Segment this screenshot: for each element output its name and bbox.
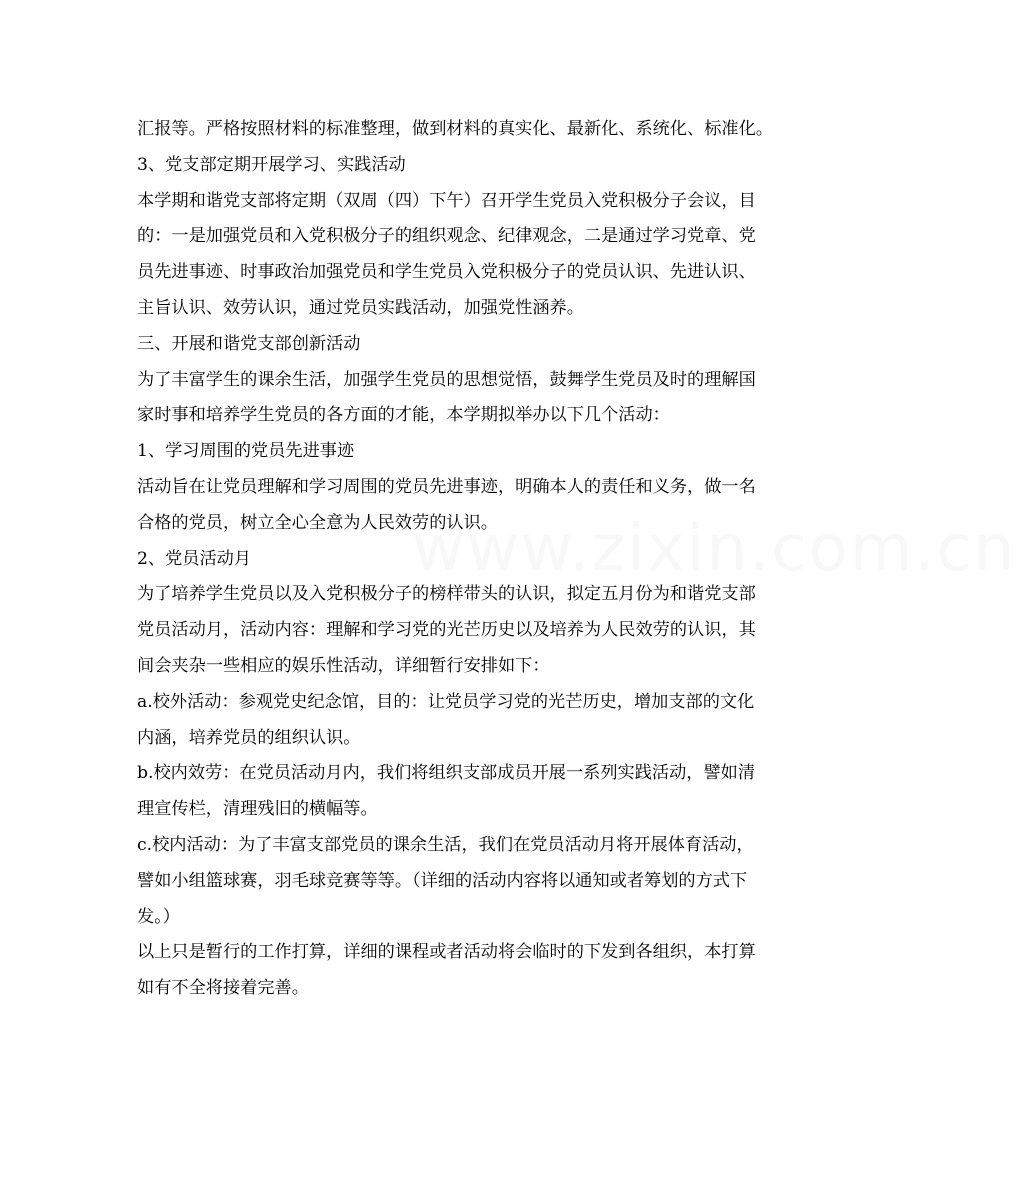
text-line: 内涵，培养党员的组织认识。: [137, 727, 361, 748]
text-line: 譬如小组篮球赛，羽毛球竞赛等等。（详细的活动内容将以通知或者筹划的方式下: [137, 870, 748, 891]
section-heading: 2、党员活动月: [137, 548, 252, 569]
text-line: 间会夹杂一些相应的娱乐性活动，详细暂行安排如下：: [137, 655, 550, 676]
section-heading: 3、党支部定期开展学习、实践活动: [137, 154, 406, 175]
text-line: 的：一是加强党员和入党积极分子的组织观念、纪律观念，二是通过学习党章、党: [137, 226, 756, 247]
text-line: 活动旨在让党员理解和学习周围的党员先进事迹，明确本人的责任和义务，做一名: [137, 476, 756, 497]
text-line: 家时事和培养学生党员的各方面的才能，本学期拟举办以下几个活动：: [137, 405, 670, 426]
text-line: 主旨认识、效劳认识，通过党员实践活动，加强党性涵养。: [137, 297, 584, 318]
text-line: 以上只是暂行的工作打算，详细的课程或者活动将会临时的下发到各组织，本打算: [137, 942, 756, 963]
list-item: a.校外活动：参观党史纪念馆，目的：让党员学习党的光芒历史，增加支部的文化: [137, 691, 755, 712]
text-line: 理宣传栏，清理残旧的横幅等。: [137, 799, 378, 820]
text-line: 党员活动月，活动内容：理解和学习党的光芒历史以及培养为人民效劳的认识，其: [137, 620, 756, 641]
text-line: 汇报等。严格按照材料的标准整理，做到材料的真实化、最新化、系统化、标准化。: [137, 119, 773, 139]
section-heading: 1、学习周围的党员先进事迹: [137, 441, 355, 462]
list-item: c.校内活动：为了丰富支部党员的课余生活，我们在党员活动月将开展体育活动，: [137, 834, 754, 855]
text-line: 如有不全将接着完善。: [137, 978, 309, 999]
list-item: b.校内效劳：在党员活动月内，我们将组织支部成员开展一系列实践活动，譬如清: [137, 763, 756, 784]
text-line: 合格的党员，树立全心全意为人民效劳的认识。: [137, 512, 498, 533]
watermark: www.zixin.com.cn: [412, 512, 1016, 586]
text-line: 为了培养学生党员以及入党积极分子的榜样带头的认识，拟定五月份为和谐党支部: [137, 584, 756, 605]
text-line: 为了丰富学生的课余生活，加强学生党员的思想觉悟，鼓舞学生党员及时的理解国: [137, 369, 756, 390]
document-body: [137, 112, 797, 1007]
text-line: 员先进事迹、时事政治加强党员和学生党员入党积极分子的党员认识、先进认识、: [137, 262, 756, 283]
text-line: 本学期和谐党支部将定期（双周（四）下午）召开学生党员入党积极分子会议，目: [137, 190, 756, 211]
text-line: 发。）: [137, 906, 180, 927]
section-heading: 三、开展和谐党支部创新活动: [137, 333, 361, 354]
